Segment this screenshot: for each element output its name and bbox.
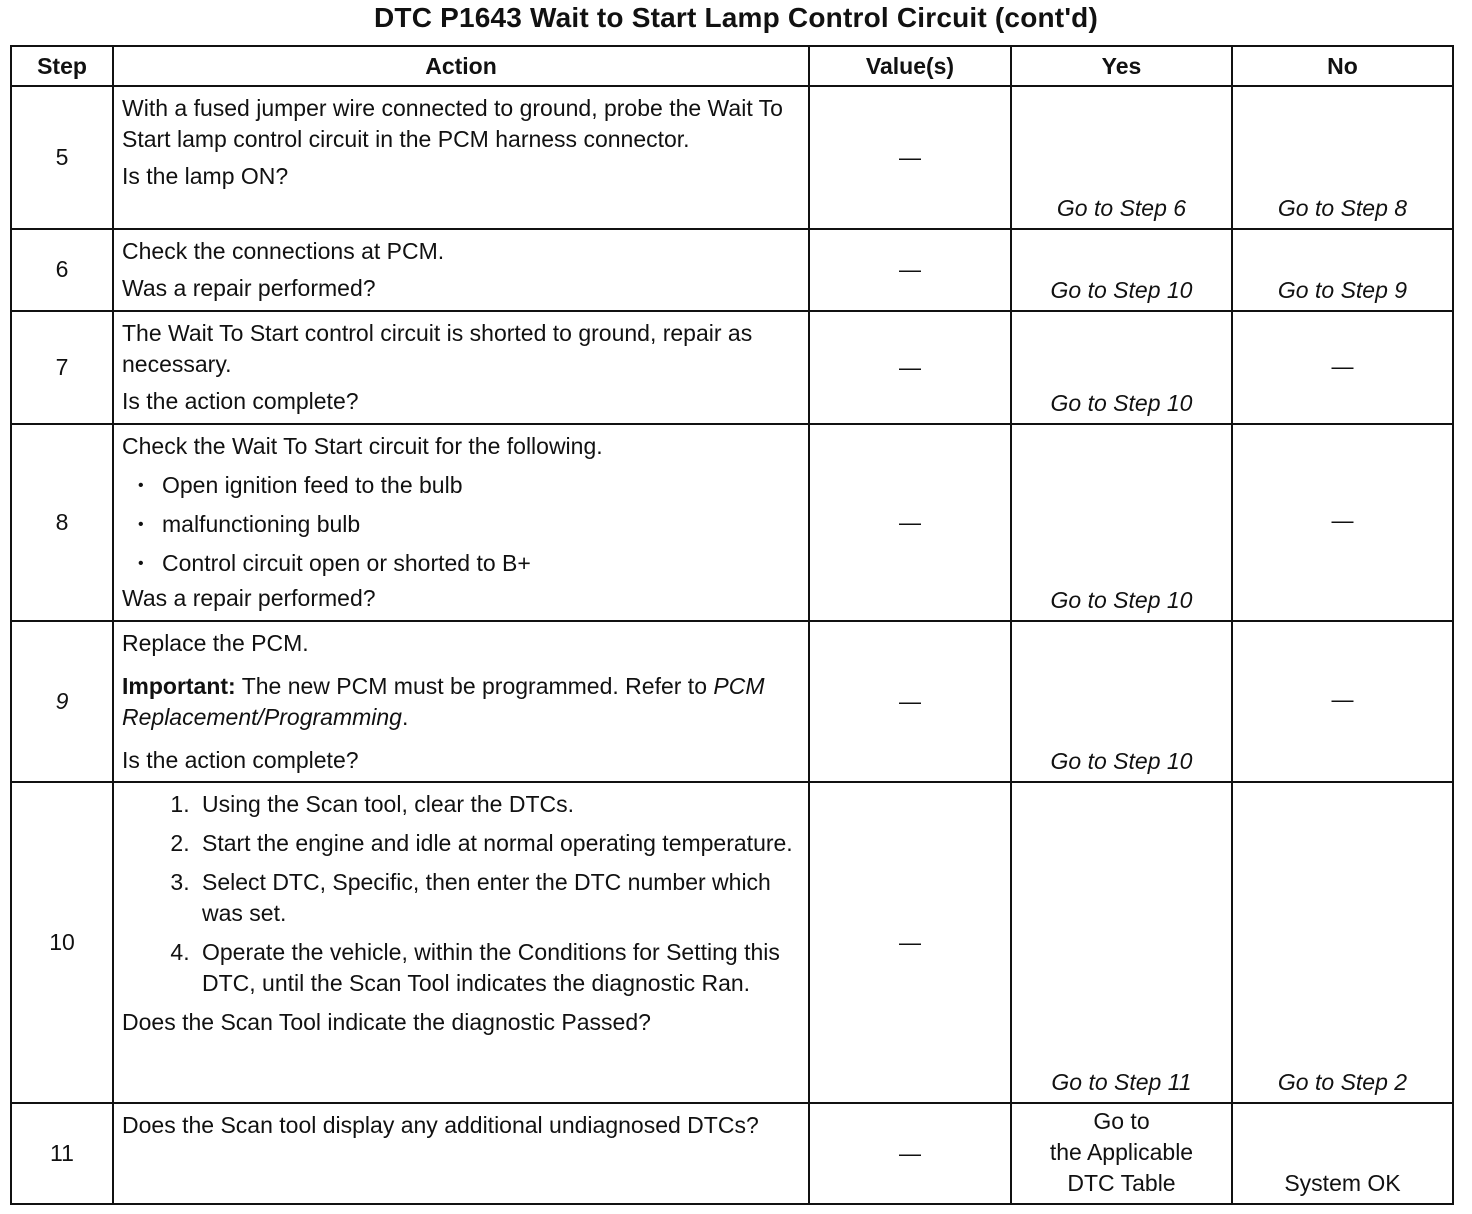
list-item: • Control circuit open or shorted to B+	[162, 544, 800, 583]
action-cell	[113, 782, 809, 1104]
value-text: —	[899, 688, 921, 714]
important-text: The new PCM must be programmed. Refer to	[235, 672, 714, 699]
step-number: 5	[11, 86, 113, 229]
value-text: —	[899, 257, 921, 283]
value-cell	[809, 424, 1011, 621]
header-action: Action	[113, 46, 809, 86]
action-text: Does the Scan tool display any additional undiagnosed DTCs?	[122, 1112, 759, 1139]
important-label: Important:	[122, 672, 236, 699]
list-item: • Open ignition feed to the bulb	[162, 466, 800, 505]
header-row	[11, 46, 1453, 86]
yes-line: Go to	[1093, 1108, 1150, 1134]
action-text: Check the connections at PCM.	[122, 237, 445, 264]
important-end: .	[401, 703, 409, 730]
yes-cell: Go to Step 6	[1011, 86, 1232, 229]
action-question: Was a repair performed?	[122, 584, 376, 611]
list-item: 3. Select DTC, Specific, then enter the DTC number which was set.	[196, 867, 800, 929]
action-cell	[113, 1103, 809, 1204]
yes-line: DTC Table	[1067, 1170, 1176, 1196]
value-text: —	[899, 355, 921, 380]
value-cell	[809, 782, 1011, 1104]
action-cell	[113, 311, 809, 424]
action-text: Replace the PCM.	[122, 629, 309, 656]
important-reference: PCM Replacement/Programming	[122, 672, 765, 730]
yes-cell: Go to Step 10	[1011, 311, 1232, 424]
step-number: 10	[11, 782, 113, 1104]
action-question: Is the action complete?	[122, 388, 359, 415]
list-item: • malfunctioning bulb	[162, 505, 800, 544]
numbered-steps	[122, 789, 800, 999]
action-text: Check the Wait To Start circuit for the following.	[122, 432, 603, 459]
yes-cell: Go to Step 10	[1011, 424, 1232, 621]
no-text: —	[1331, 508, 1354, 534]
no-cell: Go to Step 2	[1232, 782, 1453, 1104]
value-text: —	[899, 930, 921, 956]
list-item: 1. Using the Scan tool, clear the DTCs.	[196, 789, 800, 820]
value-text: —	[899, 144, 921, 170]
list-item: 2. Start the engine and idle at normal operating temperature.	[196, 828, 800, 859]
bullet-list	[122, 466, 800, 583]
step-number: 8	[11, 424, 113, 621]
header-yes: Yes	[1011, 46, 1232, 86]
action-question: Was a repair performed?	[122, 274, 376, 301]
header-values: Value(s)	[809, 46, 1011, 86]
table-row	[11, 621, 1453, 782]
no-text: —	[1331, 353, 1354, 379]
action-cell	[113, 621, 809, 782]
no-cell	[1232, 424, 1453, 621]
table-row	[11, 229, 1453, 311]
step-number-text: 9	[55, 687, 69, 714]
header-step: Step	[11, 46, 113, 86]
step-number	[11, 621, 113, 782]
table-row	[11, 782, 1453, 1104]
table-row	[11, 1103, 1453, 1204]
action-text: With a fused jumper wire connected to ground, probe the Wait To Start lamp control circuit in the PCM harness connector.	[122, 95, 783, 152]
value-cell	[809, 1103, 1011, 1204]
value-cell	[809, 229, 1011, 311]
step-number: 11	[11, 1103, 113, 1204]
action-question: Does the Scan Tool indicate the diagnostic Passed?	[122, 1008, 651, 1035]
yes-cell	[1011, 1103, 1232, 1204]
yes-cell: Go to Step 10	[1011, 229, 1232, 311]
no-cell	[1232, 621, 1453, 782]
table-row	[11, 86, 1453, 229]
important-note	[122, 671, 800, 733]
no-cell: Go to Step 8	[1232, 86, 1453, 229]
no-cell: System OK	[1232, 1103, 1453, 1204]
value-cell	[809, 86, 1011, 229]
diagnostic-table	[10, 45, 1454, 1205]
table-title: DTC P1643 Wait to Start Lamp Control Circuit (cont'd)	[373, 2, 1099, 33]
no-cell: Go to Step 9	[1232, 229, 1453, 311]
yes-cell: Go to Step 10	[1011, 621, 1232, 782]
action-question: Is the action complete?	[122, 746, 359, 773]
action-cell	[113, 229, 809, 311]
table-row	[11, 311, 1453, 424]
yes-line: the Applicable	[1049, 1139, 1194, 1165]
header-no: No	[1232, 46, 1453, 86]
action-cell	[113, 424, 809, 621]
action-cell	[113, 86, 809, 229]
yes-cell: Go to Step 11	[1011, 782, 1232, 1104]
list-item: 4. Operate the vehicle, within the Conditions for Setting this DTC, until the Scan Tool indicates the diagnostic Ran.	[196, 937, 800, 999]
value-text: —	[899, 509, 921, 535]
no-text: —	[1331, 687, 1354, 713]
step-number: 6	[11, 229, 113, 311]
value-text: —	[899, 1141, 921, 1167]
action-question: Is the lamp ON?	[122, 163, 289, 189]
value-cell	[809, 311, 1011, 424]
step-number: 7	[11, 311, 113, 424]
action-text: The Wait To Start control circuit is shorted to ground, repair as necessary.	[122, 320, 753, 378]
value-cell	[809, 621, 1011, 782]
table-row	[11, 424, 1453, 621]
no-cell	[1232, 311, 1453, 424]
